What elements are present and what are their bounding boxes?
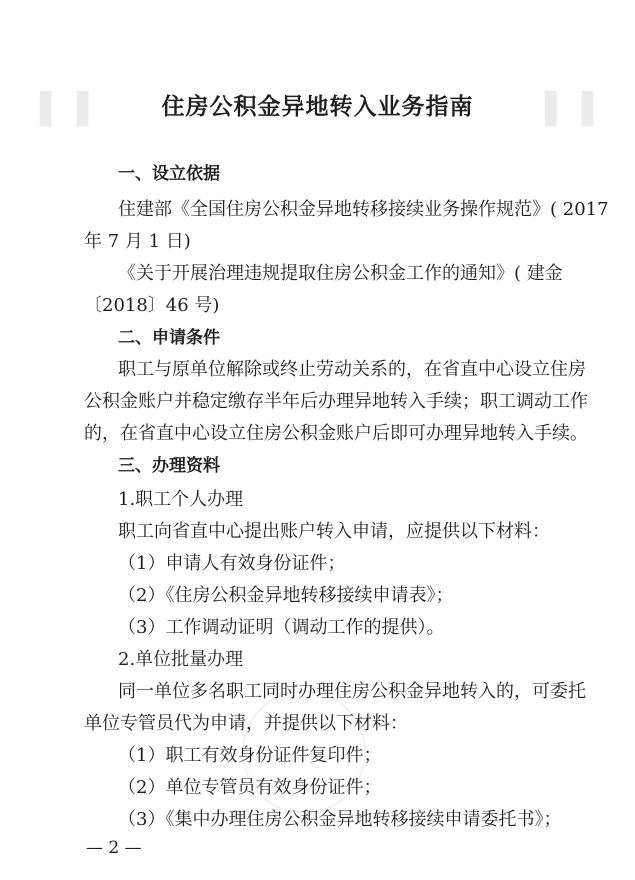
paragraph-line: 职工向省直中心提出账户转入申请，应提供以下材料： xyxy=(118,521,550,542)
paragraph-line: 年 7 月 1 日) xyxy=(84,231,191,252)
subsection-title: 2.单位批量办理 xyxy=(118,649,244,670)
page-number: — 2 — xyxy=(86,838,142,858)
paragraph-line: 〔2018〕46 号) xyxy=(84,295,220,316)
list-item: （1）申请人有效身份证件； xyxy=(118,553,346,574)
show-through-mark: ▌▐ xyxy=(40,92,91,127)
paragraph-line: 住建部《全国住房公积金异地转移接续业务操作规范》( 2017 xyxy=(118,199,609,220)
subsection-title: 1.职工个人办理 xyxy=(118,489,244,510)
list-item: （2）单位专管员有效身份证件； xyxy=(118,777,382,798)
paragraph-line: 职工与原单位解除或终止劳动关系的，在省直中心设立住房 xyxy=(118,359,586,380)
paragraph-line: 的，在省直中心设立住房公积金账户后即可办理异地转入手续。 xyxy=(84,423,588,444)
section-heading-materials: 三、办理资料 xyxy=(118,456,220,476)
section-heading-basis: 一、设立依据 xyxy=(118,164,220,184)
paragraph-line: 单位专管员代为申请，并提供以下材料： xyxy=(84,713,408,734)
list-item: （2）《住房公积金异地转移接续申请表》； xyxy=(118,585,454,606)
paragraph-line: 《关于开展治理违规提取住房公积金工作的通知》( 建金 xyxy=(118,263,563,284)
document-title: 住房公积金异地转入业务指南 xyxy=(161,94,474,120)
section-heading-conditions: 二、申请条件 xyxy=(118,328,220,348)
list-item: （3）工作调动证明（调动工作的提供）。 xyxy=(118,617,445,638)
show-through-mark: ▌▐ xyxy=(545,92,596,127)
paragraph-line: 公积金账户并稳定缴存半年后办理异地转入手续；职工调动工作 xyxy=(84,391,588,412)
list-item: （1）职工有效身份证件复印件； xyxy=(118,745,382,766)
list-item: （3）《集中办理住房公积金异地转移接续申请委托书》； xyxy=(118,809,562,830)
paragraph-line: 同一单位多名职工同时办理住房公积金异地转入的，可委托 xyxy=(118,681,586,702)
